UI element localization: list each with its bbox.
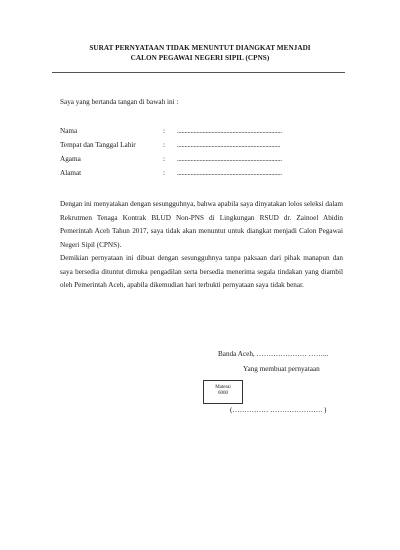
duty-stamp-box [203,380,243,404]
field-label: Nama [60,127,78,135]
field-colon: : [163,169,165,177]
field-label: Agama [60,155,81,163]
statement-paragraph: Dengan ini menyatakan dengan sesungguhnya, bahwa apabila saya dinyatakan lolos seleksi dalam Rekrutmen Tenaga Kontrak BLUD Non-PNS di Lingkungan RSUD dr. Zainoel Abidin Pemerintah Aceh Tahun 2017, saya tidak akan menuntut untuk diangkat menjadi Calon Pegawai Negeri Sipil (CPNS). [60,200,343,249]
title-line-1: SURAT PERNYATAAN TIDAK MENUNTUT DIANGKAT MENJADI [89,44,311,52]
signature-role: Yang membuat pernyataan [243,365,320,373]
field-agama [60,155,350,165]
title-divider [52,72,345,73]
field-colon: : [163,141,165,149]
field-colon: : [163,127,165,135]
field-blank: ...................................................................... [177,169,282,177]
field-label: Alamat [60,169,82,177]
stamp-label: Materai [215,385,231,390]
body-text [60,198,343,293]
signature-place-date: Banda Aceh, ………………… ……... [218,350,329,358]
field-nama [60,127,350,137]
stamp-value: 6000 [218,391,228,396]
field-colon: : [163,155,165,163]
signature-name-blank: (…………… …………………. ) [230,406,327,414]
document-title [50,44,350,63]
field-label: Tempat dan Tanggal Lahir [60,141,136,149]
closing-paragraph: Demikian pernyataan ini dibuat dengan sesungguhnya tanpa paksaan dari pihak manapun dan saya bersedia dituntut dimuka pengadilan serta bersedia menerima segala tindakan yang diambil oleh Pemerintah Aceh, apabila dikemudian hari terbukti pernyataan saya tidak benar. [60,254,343,289]
field-blank: ...................................................................... [177,127,282,135]
title-line-2: CALON PEGAWAI NEGERI SIPIL (CPNS) [130,53,270,62]
field-blank: ...................................................................... [177,155,282,163]
field-alamat [60,169,350,179]
field-tempat-tanggal-lahir [60,141,350,151]
intro-text: Saya yang bertanda tangan di bawah ini : [60,98,179,106]
field-blank: ..................................................................... [177,141,281,149]
